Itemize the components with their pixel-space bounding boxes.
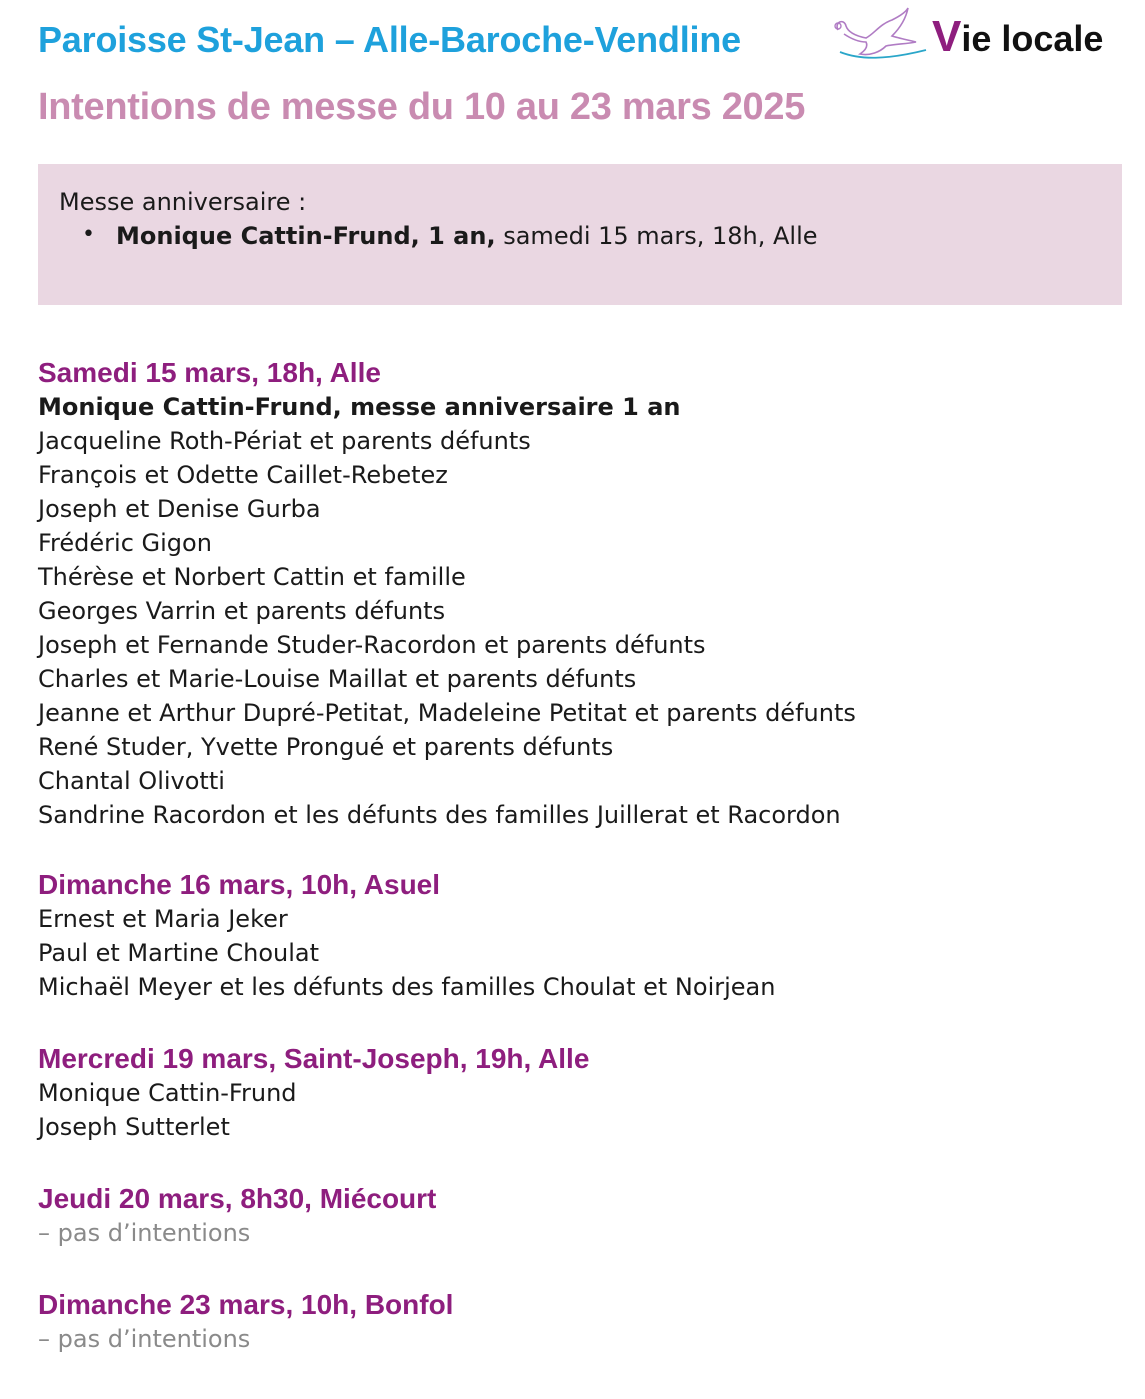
intention-line: René Studer, Yvette Prongué et parents défunts [38,733,614,761]
intention-line: Georges Varrin et parents défunts [38,597,446,625]
notice-heading: Messe anniversaire : [59,188,307,216]
intention-line: Ernest et Maria Jeker [38,905,288,933]
mass-heading: Mercredi 19 mars, Saint-Joseph, 19h, Alle [38,1043,590,1074]
intentions-title: Intentions de messe du 10 au 23 mars 2025 [38,86,806,128]
dove-logo-icon [830,6,930,64]
intention-line: Joseph et Fernande Studer-Racordon et parents défunts [38,631,706,659]
intention-line: Jacqueline Roth-Périat et parents défunts [38,427,531,455]
intention-line: Joseph Sutterlet [38,1113,230,1141]
mass-section-mercredi [38,1042,589,1144]
intention-line: Monique Cattin-Frund [38,1079,297,1107]
intention-line-bold: Monique Cattin-Frund, messe anniversaire 1 an [38,393,681,421]
mass-section-jeudi [38,1182,436,1250]
intention-line: Paul et Martine Choulat [38,939,320,967]
vie-locale-label [932,12,1103,62]
vie-locale-rest: ie locale [961,18,1104,59]
notice-item [116,222,818,250]
intention-line: Sandrine Racordon et les défunts des familles Juillerat et Racordon [38,801,841,829]
parish-title: Paroisse St-Jean – Alle-Baroche-Vendline [38,19,741,60]
mass-heading: Samedi 15 mars, 18h, Alle [38,357,381,388]
intention-line: Charles et Marie-Louise Maillat et parents défunts [38,665,637,693]
mass-section-dimanche-23 [38,1288,453,1356]
no-intentions-note: – pas d’intentions [38,1325,251,1353]
intention-line: Thérèse et Norbert Cattin et famille [38,563,466,591]
no-intentions-note: – pas d’intentions [38,1219,251,1247]
vie-locale-letter: V [932,12,962,61]
mass-section-samedi [38,356,856,832]
intention-line: Joseph et Denise Gurba [38,495,321,523]
anniversary-notice-box [38,164,1122,305]
intention-line: Frédéric Gigon [38,529,212,557]
mass-heading: Dimanche 23 mars, 10h, Bonfol [38,1289,454,1320]
notice-item-bold: Monique Cattin-Frund, 1 an, [116,222,496,250]
notice-item-rest: samedi 15 mars, 18h, Alle [495,222,818,250]
intention-line: Michaël Meyer et les défunts des familles Choulat et Noirjean [38,973,776,1001]
mass-heading: Jeudi 20 mars, 8h30, Miécourt [38,1183,437,1214]
mass-section-dimanche-16 [38,868,775,1004]
bullet-icon: • [82,222,95,247]
intention-line: François et Odette Caillet-Rebetez [38,461,448,489]
intention-line: Chantal Olivotti [38,767,225,795]
mass-heading: Dimanche 16 mars, 10h, Asuel [38,869,441,900]
intention-line: Jeanne et Arthur Dupré-Petitat, Madeleine Petitat et parents défunts [38,699,856,727]
